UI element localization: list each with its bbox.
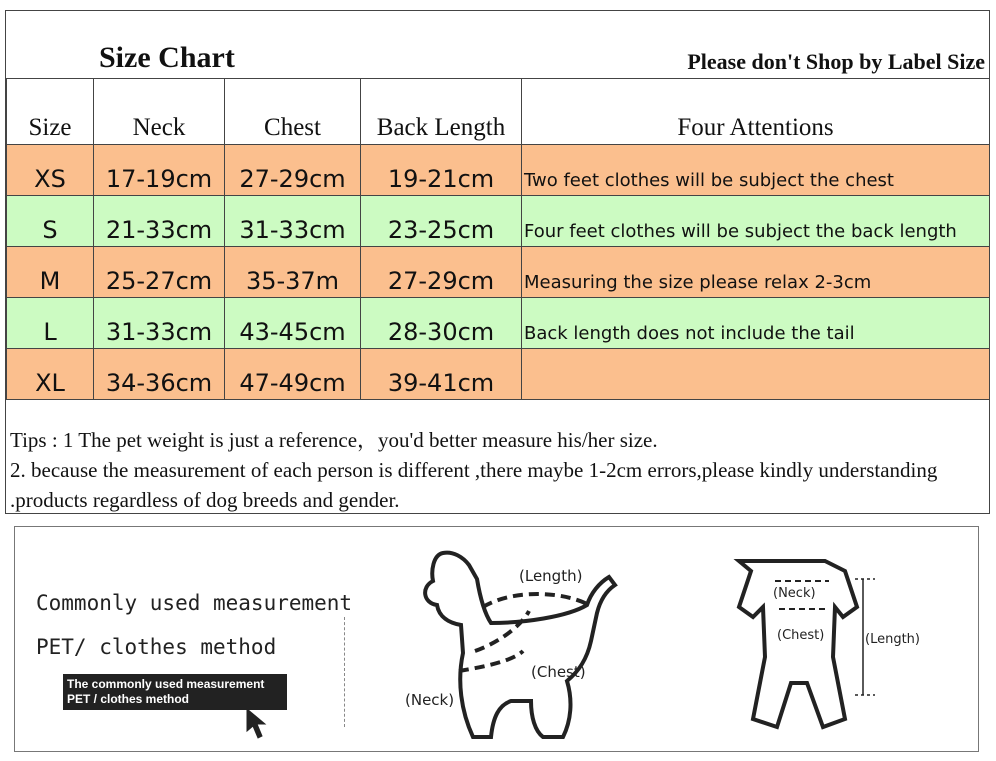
divider [344,617,345,727]
back-length-cell: 27-29cm [361,247,522,298]
dog-label-neck: (Neck) [405,691,455,709]
tips-text [10,425,985,515]
back-length-cell: 28-30cm [361,298,522,349]
column-header-neck: Neck [94,79,225,145]
size-cell: S [7,196,94,247]
label-size-warning: Please don't Shop by Label Size [687,49,985,74]
neck-cell: 31-33cm [94,298,225,349]
column-header-back-length: Back Length [361,79,522,145]
chest-cell: 27-29cm [225,145,361,196]
neck-cell: 21-33cm [94,196,225,247]
measurement-badge [63,674,287,710]
neck-cell: 25-27cm [94,247,225,298]
measurement-panel [14,526,979,752]
measurement-subheading: PET/ clothes method [36,635,277,659]
table-row [7,247,990,298]
size-cell: M [7,247,94,298]
chest-cell: 47-49cm [225,349,361,400]
column-header-four-attentions: Four Attentions [522,79,990,145]
tip-line-2: 2. because the measurement of each person is different ,there maybe 1-2cm errors,please kindly understanding .products regardless of dog breeds and gender. [10,458,938,512]
column-header-chest: Chest [225,79,361,145]
back-length-cell: 23-25cm [361,196,522,247]
measurement-heading: Commonly used measurement [36,591,353,615]
clothes-label-neck: (Neck) [773,586,816,601]
attention-cell: Two feet clothes will be subject the chest [522,145,990,196]
chest-cell: 31-33cm [225,196,361,247]
attention-cell: Measuring the size please relax 2-3cm [522,247,990,298]
page-title: Size Chart [99,41,235,74]
dog-label-chest: (Chest) [531,663,586,681]
neck-cell: 34-36cm [94,349,225,400]
table-row [7,196,990,247]
column-header-size: Size [7,79,94,145]
badge-line-2: PET / clothes method [67,692,190,706]
tip-line-1: Tips : 1 The pet weight is just a reference，you'd better measure his/her size. [10,428,658,452]
dog-clothes-icon [715,545,945,745]
badge-line-1: The commonly used measurement [67,677,265,691]
cursor-arrow-icon [245,707,269,741]
back-length-cell: 39-41cm [361,349,522,400]
chest-cell: 35-37m [225,247,361,298]
title-row [6,11,989,79]
clothes-label-chest: (Chest) [777,628,825,643]
size-cell: L [7,298,94,349]
dog-label-length: (Length) [519,567,583,585]
table-row [7,145,990,196]
table-header-row [7,79,990,145]
table-row [7,349,990,400]
size-chart [5,10,990,514]
chest-cell: 43-45cm [225,298,361,349]
attention-cell: Back length does not include the tail [522,298,990,349]
size-table [6,78,990,400]
attention-cell: Four feet clothes will be subject the back length [522,196,990,247]
attention-cell [522,349,990,400]
table-row [7,298,990,349]
size-cell: XS [7,145,94,196]
dog-outline-icon [403,541,663,751]
clothes-label-length: (Length) [865,632,920,647]
back-length-cell: 19-21cm [361,145,522,196]
size-cell: XL [7,349,94,400]
neck-cell: 17-19cm [94,145,225,196]
